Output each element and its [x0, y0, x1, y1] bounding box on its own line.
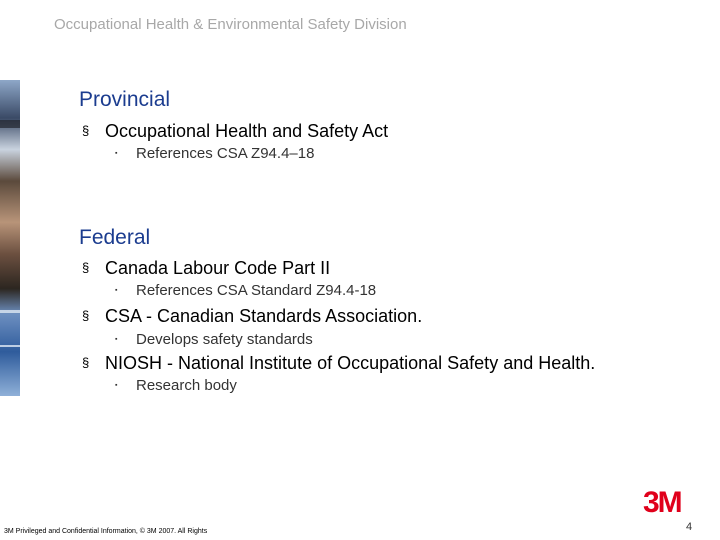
square-bullet-icon: ▪	[115, 382, 118, 389]
sub-list-item	[115, 331, 313, 348]
list-item	[82, 306, 422, 327]
list-item-label: NIOSH - National Institute of Occupational Safety and Health.	[105, 353, 596, 373]
sub-list-item	[115, 145, 314, 162]
section-bullet-icon: §	[82, 308, 90, 323]
list-item-label: Canada Labour Code Part II	[105, 258, 331, 278]
page-number: 4	[686, 521, 693, 533]
square-bullet-icon: ▪	[115, 150, 118, 157]
list-item	[82, 121, 388, 142]
logo-text: 3M	[643, 486, 681, 514]
section-bullet-icon: §	[82, 260, 90, 275]
list-item	[82, 258, 330, 279]
sub-list-item	[115, 377, 237, 394]
square-bullet-icon: ▪	[115, 336, 118, 343]
square-bullet-icon: ▪	[115, 287, 118, 294]
provincial-title: Provincial	[79, 88, 171, 111]
list-item	[82, 353, 595, 374]
sub-list-item-label: Research body	[136, 377, 237, 394]
section-bullet-icon: §	[82, 123, 90, 138]
side-photo-strip	[0, 80, 20, 396]
sub-list-item-label: Develops safety standards	[136, 331, 313, 348]
list-item-label: Occupational Health and Safety Act	[105, 121, 389, 141]
federal-title: Federal	[79, 226, 151, 249]
list-item-label: CSA - Canadian Standards Association.	[105, 306, 423, 326]
division-header: Occupational Health & Environmental Safety Division	[54, 16, 407, 33]
3m-logo	[643, 486, 693, 514]
sub-list-item-label: References CSA Standard Z94.4-18	[136, 282, 377, 299]
section-bullet-icon: §	[82, 355, 90, 370]
sub-list-item-label: References CSA Z94.4–18	[136, 145, 315, 162]
sub-list-item	[115, 282, 376, 299]
confidential-footer: 3M Privileged and Confidential Information, © 3M 2007. All Rights	[4, 528, 208, 535]
